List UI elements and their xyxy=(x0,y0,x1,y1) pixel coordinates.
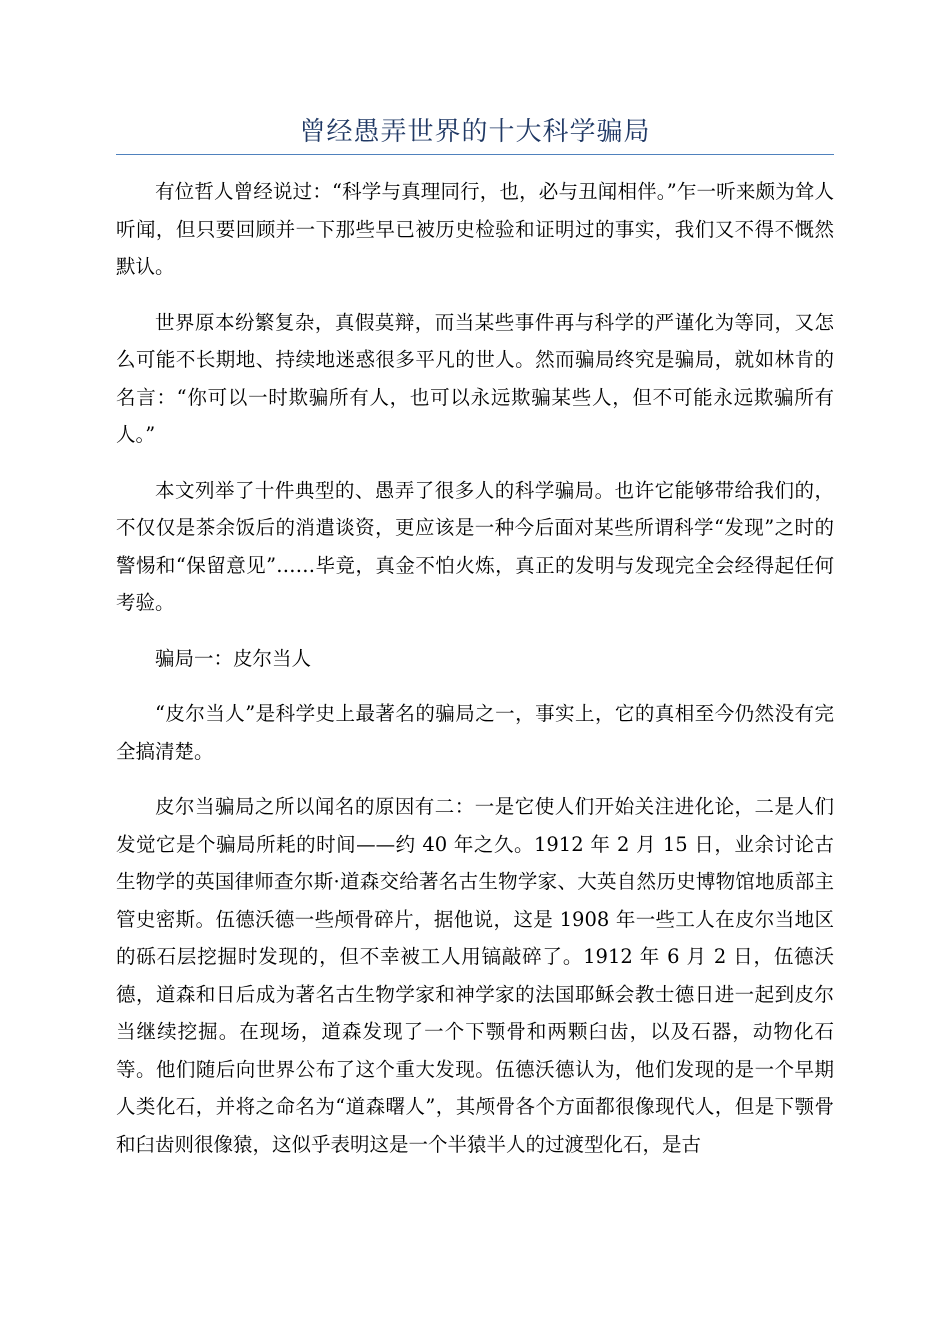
paragraph-world-complex: 世界原本纷繁复杂，真假莫辩，而当某些事件再与科学的严谨化为等同，又怎么可能不长期地、持续地迷惑很多平凡的世人。然而骗局终究是骗局，就如林肯的名言：“你可以一时欺骗所有人，也可以永远欺骗某些人，但不可能永远欺骗所有人。” xyxy=(116,310,834,446)
paragraph-piltdown-intro: “皮尔当人”是科学史上最著名的骗局之一，事实上，它的真相至今仍然没有完全搞清楚。 xyxy=(116,702,834,763)
section-heading-hoax-one: 骗局一：皮尔当人 xyxy=(155,646,312,670)
paragraph-article-purpose: 本文列举了十件典型的、愚弄了很多人的科学骗局。也许它能够带给我们的，不仅仅是茶余饭后的消遣谈资，更应该是一种今后面对某些所谓科学“发现”之时的警惕和“保留意见”……毕竟，真金不怕火炼，真正的发明与发现完全会经得起任何考验。 xyxy=(116,478,834,614)
paragraph-piltdown-history: 皮尔当骗局之所以闻名的原因有二：一是它使人们开始关注进化论，二是人们发觉它是个骗局所耗的时间——约 40 年之久。1912 年 2 月 15 日，业余讨论古生物学的英国律师查尔斯·道森交给著名古生物学家、大英自然历史博物馆地质部主管史密斯。伍德沃德一些颅骨碎片，据他说，这是 1908 年一些工人在皮尔当地区的砾石层挖掘时发现的，但不幸被工人用镐敲碎了。1912 年 6 月 2 日，伍德沃德，道森和日后成为著名古生物学家和神学家的法国耶稣会教士德日进一起到皮尔当继续挖掘。在现场，道森发现了一个下颚骨和两颗臼齿，以及石器，动物化石等。他们随后向世界公布了这个重大发现。伍德沃德认为，他们发现的是一个早期人类化石，并将之命名为“道森曙人”，其颅骨各个方面都很像现代人，但是下颚骨和臼齿则很像猿，这似乎表明这是一个半猿半人的过渡型化石，是古 xyxy=(116,795,834,1156)
title-underline xyxy=(116,154,834,155)
document-body xyxy=(116,173,834,1181)
document-title: 曾经愚弄世界的十大科学骗局 xyxy=(299,117,651,147)
paragraph-intro-quote: 有位哲人曾经说过：“科学与真理同行，也，必与丑闻相伴。”乍一听来颇为耸人听闻，但只要回顾并一下那些早已被历史检验和证明过的事实，我们又不得不慨然默认。 xyxy=(116,180,834,278)
